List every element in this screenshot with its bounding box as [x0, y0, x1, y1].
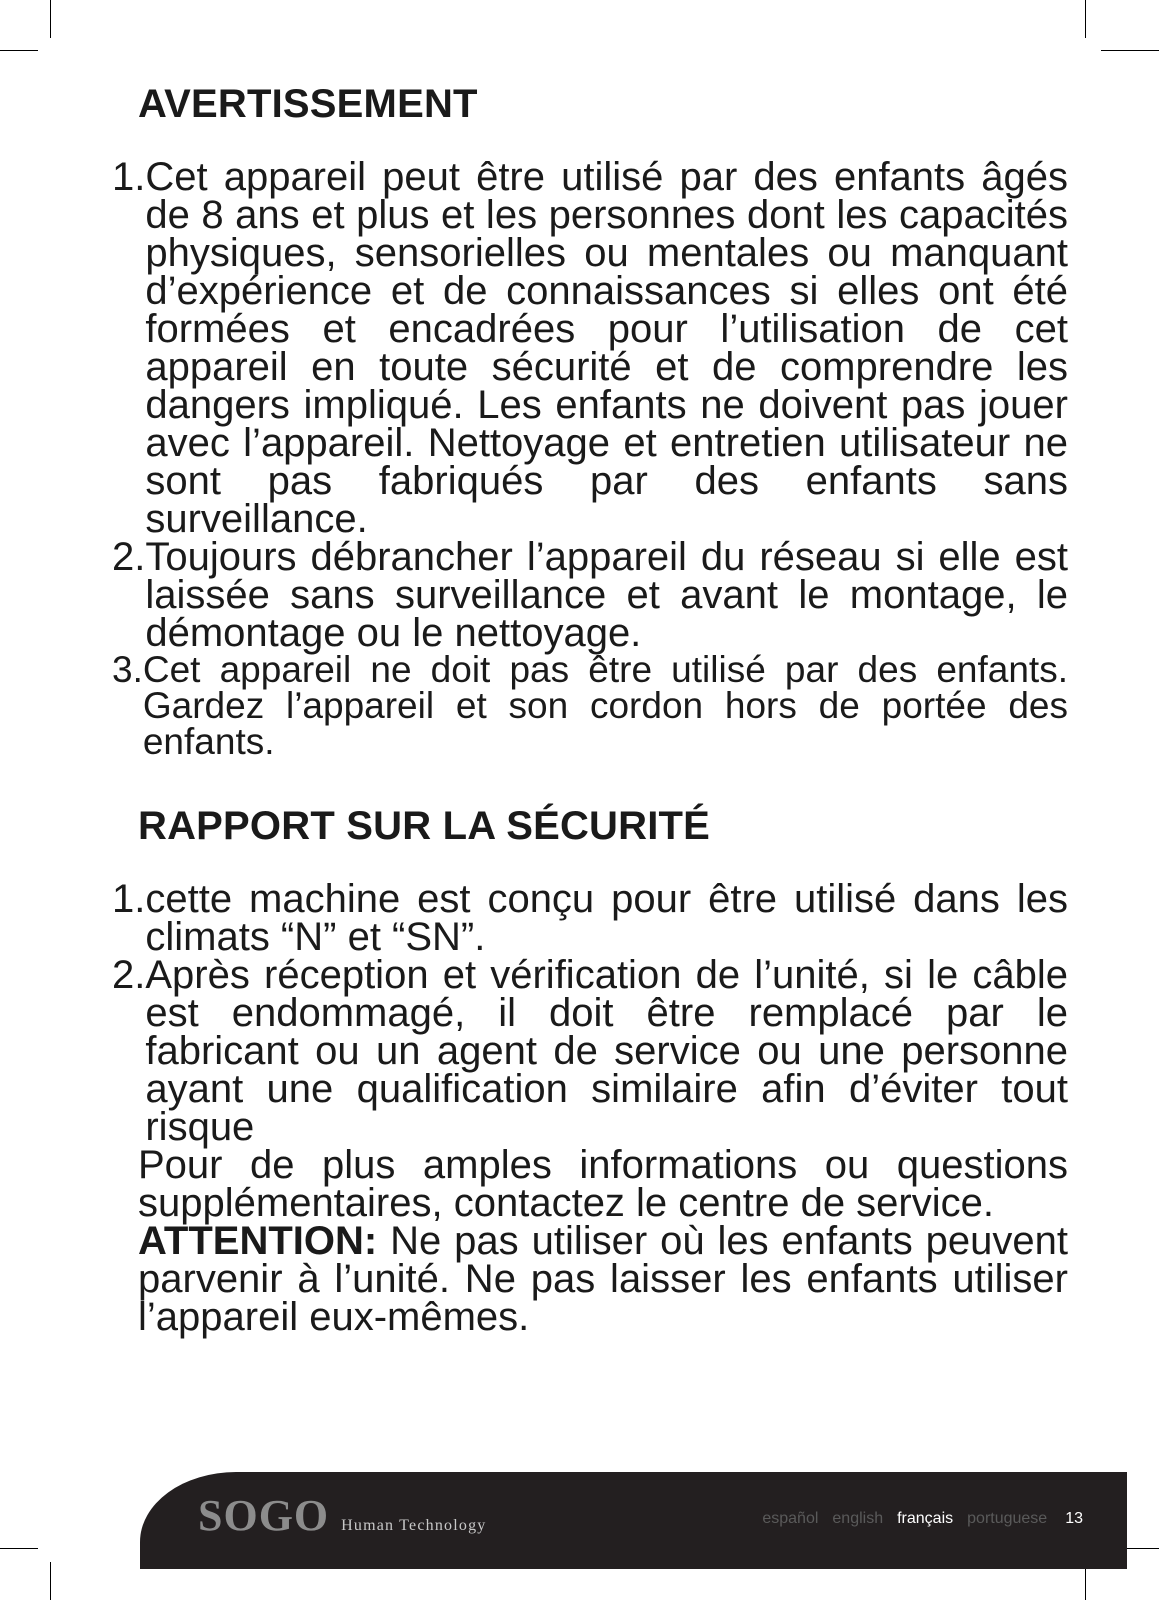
language-link-en[interactable]: english: [832, 1510, 884, 1527]
item-number: 2.: [112, 953, 146, 997]
list-item: [112, 649, 1068, 762]
list-item: [112, 155, 1068, 541]
safety-section: [112, 800, 1068, 1339]
service-note: Pour de plus amples informations ou questions supplémentaires, contactez le centre de service.: [138, 1143, 1068, 1225]
warning-list: [112, 155, 1068, 762]
item-text: Cet appareil peut être utilisé par des enfants âgés de 8 ans et plus et les personnes dont les capacités physiques, sensorielles ou mentales ou manquant d’expérience et de connaissances si elles ont été formées et encadrées pour l’utilisation de cet appareil en toute sécurité et de comprendre les dangers impliqué. Les enfants ne doivent pas jouer avec l’appareil. Nettoyage et entretien utilisateur ne sont pas fabriqués par des enfants sans surveillance.: [145, 155, 1068, 541]
language-link-es[interactable]: español: [762, 1510, 819, 1527]
crop-mark: [1085, 0, 1086, 38]
page-number: 13: [1065, 1510, 1083, 1527]
crop-mark: [0, 50, 38, 51]
item-text: cette machine est conçu pour être utilisé dans les climats “N” et “SN”.: [145, 877, 1068, 959]
item-number: 2.: [112, 535, 146, 579]
language-link-pt[interactable]: portuguese: [967, 1510, 1048, 1527]
crop-mark: [1101, 50, 1159, 51]
item-number: 1.: [112, 877, 146, 921]
attention-text: Ne pas utiliser où les enfants peuvent parvenir à l’unité. Ne pas laisser les enfants utiliser l’appareil eux-mêmes.: [138, 1219, 1068, 1339]
language-link-fr[interactable]: français: [897, 1510, 954, 1527]
item-text: Cet appareil ne doit pas être utilisé par des enfants. Gardez l’appareil et son cordon hors de portée des enfants.: [142, 649, 1068, 762]
item-text: Toujours débrancher l’appareil du réseau si elle est laissée sans surveillance et avant le montage, le démontage ou le nettoyage.: [145, 535, 1068, 655]
item-text: Après réception et vérification de l’unité, si le câble est endommagé, il doit être remplacé par le fabricant ou un agent de service ou une personne ayant une qualification similaire afin d’éviter tout risque: [145, 953, 1068, 1149]
list-item: [112, 535, 1068, 655]
attention-label: ATTENTION:: [138, 1219, 378, 1263]
brand-tagline: Human Technology: [341, 1517, 487, 1534]
brand-name: SOGO: [198, 1491, 330, 1540]
crop-mark: [50, 1562, 51, 1600]
brand-logo: [198, 1490, 486, 1541]
footer-bar: [140, 1472, 1127, 1569]
crop-mark: [0, 1548, 38, 1549]
attention-note: [138, 1219, 1068, 1339]
item-number: 3.: [112, 649, 143, 690]
safety-list: [112, 877, 1068, 1149]
item-number: 1.: [112, 155, 146, 199]
list-item: [112, 877, 1068, 959]
list-item: [112, 953, 1068, 1149]
language-nav: [748, 1510, 1083, 1528]
crop-mark: [50, 0, 51, 38]
page-content: [112, 78, 1068, 1376]
safety-heading: RAPPORT SUR LA SÉCURITÉ: [138, 804, 711, 848]
warning-heading: AVERTISSEMENT: [138, 82, 478, 126]
